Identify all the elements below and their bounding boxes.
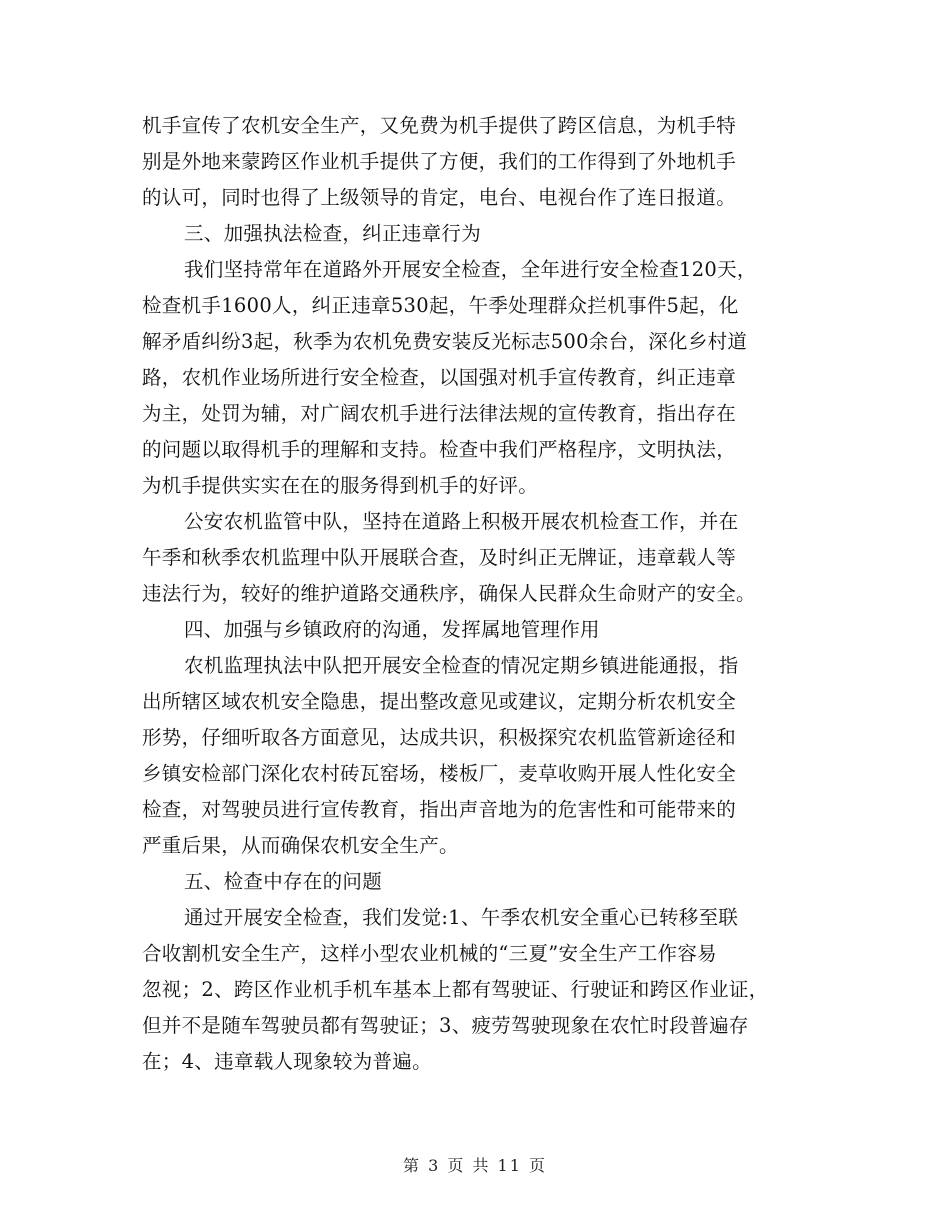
text-line: 为主，处罚为辅，对广阔农机手进行法律法规的宣传教育，指出存在 — [142, 402, 737, 425]
section-heading: 四、加强与乡镇政府的沟通，发挥属地管理作用 — [184, 618, 600, 641]
text-line: 路，农机作业场所进行安全检查，以国强对机手宣传教育，纠正违章 — [142, 366, 737, 389]
text-line: 违法行为，较好的维护道路交通秩序，确保人民群众生命财产的安全。 — [142, 582, 756, 605]
text-line: 乡镇安检部门深化农村砖瓦窑场，楼板厂，麦草收购开展人性化安全 — [142, 762, 737, 785]
text-line: 但并不是随车驾驶员都有驾驶证；3、疲劳驾驶现象在农忙时段普遍存 — [142, 1014, 749, 1037]
text-line: 机手宣传了农机安全生产，又免费为机手提供了跨区信息，为机手特 — [142, 114, 737, 137]
text-line: 合收割机安全生产，这样小型农业机械的“三夏”安全生产工作容易 — [142, 942, 717, 965]
section-heading: 三、加强执法检查，纠正违章行为 — [184, 222, 482, 245]
body-text — [142, 108, 812, 1080]
paragraph-start: 公安农机监管中队，坚持在道路上积极开展农机检查工作，并在 — [184, 510, 739, 533]
text-line: 形势，仔细听取各方面意见，达成共识，积极探究农机监管新途径和 — [142, 726, 737, 749]
text-line: 忽视；2、跨区作业机手机车基本上都有驾驶证、行驶证和跨区作业证， — [142, 978, 769, 1001]
text-line: 的认可，同时也得了上级领导的肯定，电台、电视台作了连日报道。 — [142, 186, 737, 209]
paragraph-start: 农机监理执法中队把开展安全检查的情况定期乡镇进能通报，指 — [184, 654, 739, 677]
section-heading: 五、检查中存在的问题 — [184, 870, 383, 893]
paragraph-start: 我们坚持常年在道路外开展安全检查，全年进行安全检查120天， — [184, 258, 757, 281]
page-number-footer: 第 3 页 共 11 页 — [403, 1156, 547, 1175]
text-line: 为机手提供实实在在的服务得到机手的好评。 — [142, 474, 539, 497]
text-line: 检查机手1600人，纠正违章530起，午季处理群众拦机事件5起，化 — [142, 294, 739, 317]
text-line: 严重后果，从而确保农机安全生产。 — [142, 834, 459, 857]
text-line: 出所辖区域农机安全隐患，提出整改意见或建议，定期分析农机安全 — [142, 690, 737, 713]
text-line: 别是外地来蒙跨区作业机手提供了方便，我们的工作得到了外地机手 — [142, 150, 737, 173]
text-line: 检查，对驾驶员进行宣传教育，指出声音地为的危害性和可能带来的 — [142, 798, 737, 821]
text-line: 的问题以取得机手的理解和支持。检查中我们严格程序，文明执法， — [142, 438, 737, 461]
text-line: 解矛盾纠纷3起，秋季为农机免费安装反光标志500余台，深化乡村道 — [142, 330, 748, 353]
paragraph-start: 通过开展安全检查，我们发觉:1、午季农机安全重心已转移至联 — [184, 906, 739, 929]
text-line: 午季和秋季农机监理中队开展联合查，及时纠正无牌证，违章载人等 — [142, 546, 737, 569]
text-line: 在；4、违章载人现象较为普遍。 — [142, 1050, 432, 1073]
